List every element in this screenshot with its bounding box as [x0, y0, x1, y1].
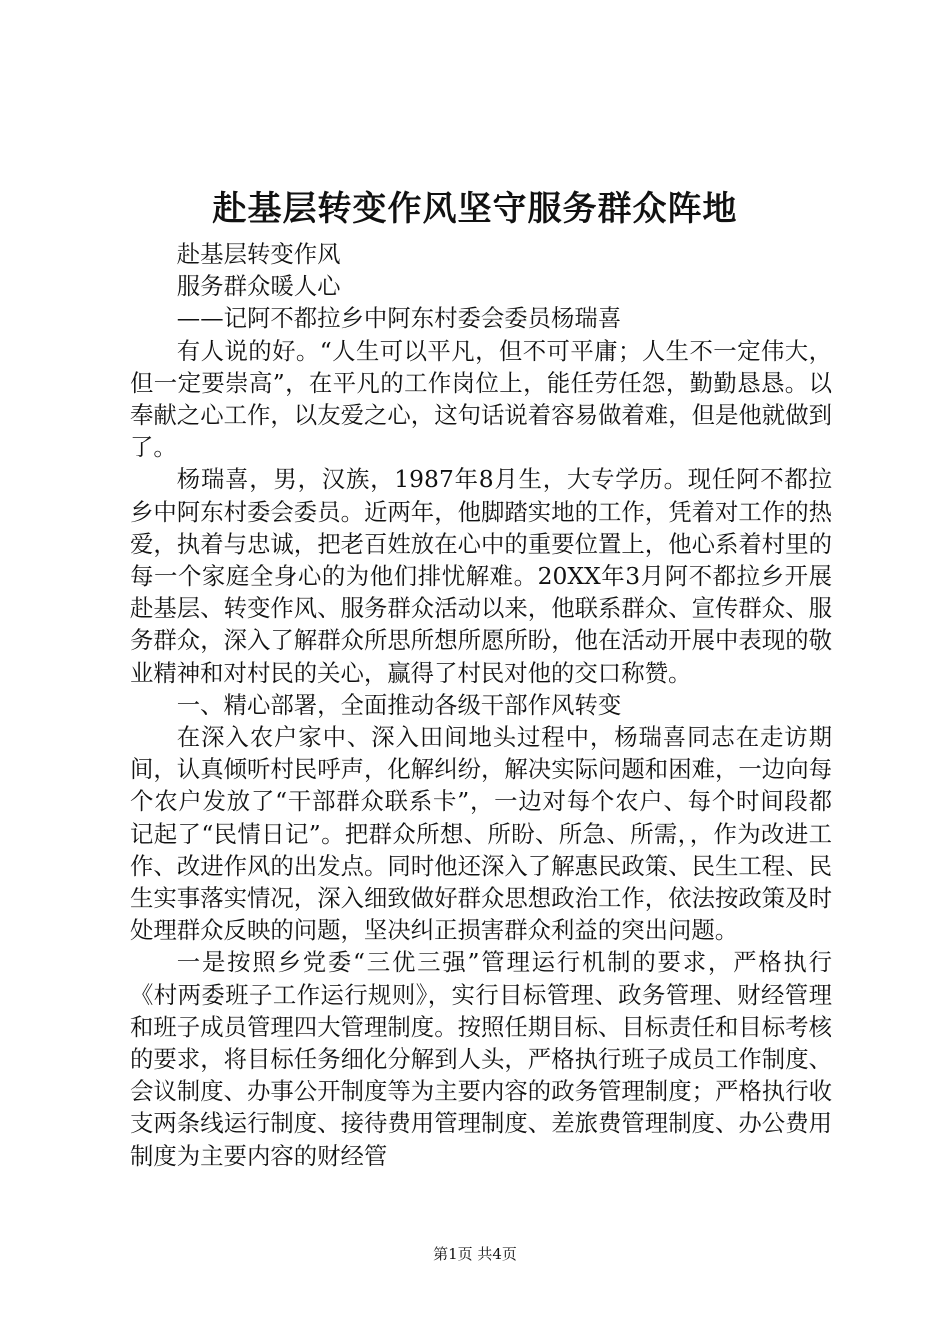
- byline: ——记阿不都拉乡中阿东村委会委员杨瑞喜: [176, 304, 622, 333]
- paragraph-intro: 有人说的好。“人生可以平凡，但不可平庸；人生不一定伟大，但一定要崇高”，在平凡的工作岗位上，能任劳任怨，勤勤恳恳。以奉献之心工作，以友爱之心，这句话说着容易做着难，但是他就做到了。: [130, 336, 832, 462]
- document-title: 赴基层转变作风坚守服务群众阵地: [212, 189, 738, 229]
- page-footer: 第1页 共4页: [433, 1245, 517, 1263]
- subtitle-line-1: 赴基层转变作风: [176, 240, 341, 268]
- document-body: [130, 238, 832, 1172]
- paragraph-profile: 杨瑞喜，男，汉族，1987年8月生，大专学历。现任阿不都拉乡中阿东村委会委员。近两年，他脚踏实地的工作，凭着对工作的热爱，执着与忠诚，把老百姓放在心中的重要位置上，他心系着村里的每一个家庭全身心的为他们排忧解难。20XX年3月阿不都拉乡开展赴基层、转变作风、服务群众活动以来，他联系群众、宣传群众、服务群众，深入了解群众所思所想所愿所盼，他在活动开展中表现的敬业精神和对村民的关心，赢得了村民对他的交口称赞。: [130, 465, 832, 687]
- paragraph-section-1-point-1: 一是按照乡党委“三优三强”管理运行机制的要求，严格执行《村两委班子工作运行规则》，实行目标管理、政务管理、财经管理和班子成员管理四大管理制度。按照任期目标、目标责任和目标考核的要求，将目标任务细化分解到人头，严格执行班子成员工作制度、会议制度、办事公开制度等为主要内容的政务管理制度；严格执行收支两条线运行制度、接待费用管理制度、差旅费管理制度、办公费用制度为主要内容的财经管: [130, 948, 832, 1170]
- section-heading-1: 一、精心部署，全面推动各级干部作风转变: [176, 690, 622, 719]
- paragraph-section-1: 在深入农户家中、深入田间地头过程中，杨瑞喜同志在走访期间，认真倾听村民呼声，化解纠纷，解决实际问题和困难，一边向每个农户发放了“干部群众联系卡”，一边对每个农户、每个时间段都记起了“民情日记”。把群众所想、所盼、所急、所需，，作为改进工作、改进作风的出发点。同时他还深入了解惠民政策、民生工程、民生实事落实情况，深入细致做好群众思想政治工作，依法按政策及时处理群众反映的问题，坚决纠正损害群众利益的突出问题。: [130, 723, 832, 945]
- subtitle-line-2: 服务群众暖人心: [176, 272, 341, 301]
